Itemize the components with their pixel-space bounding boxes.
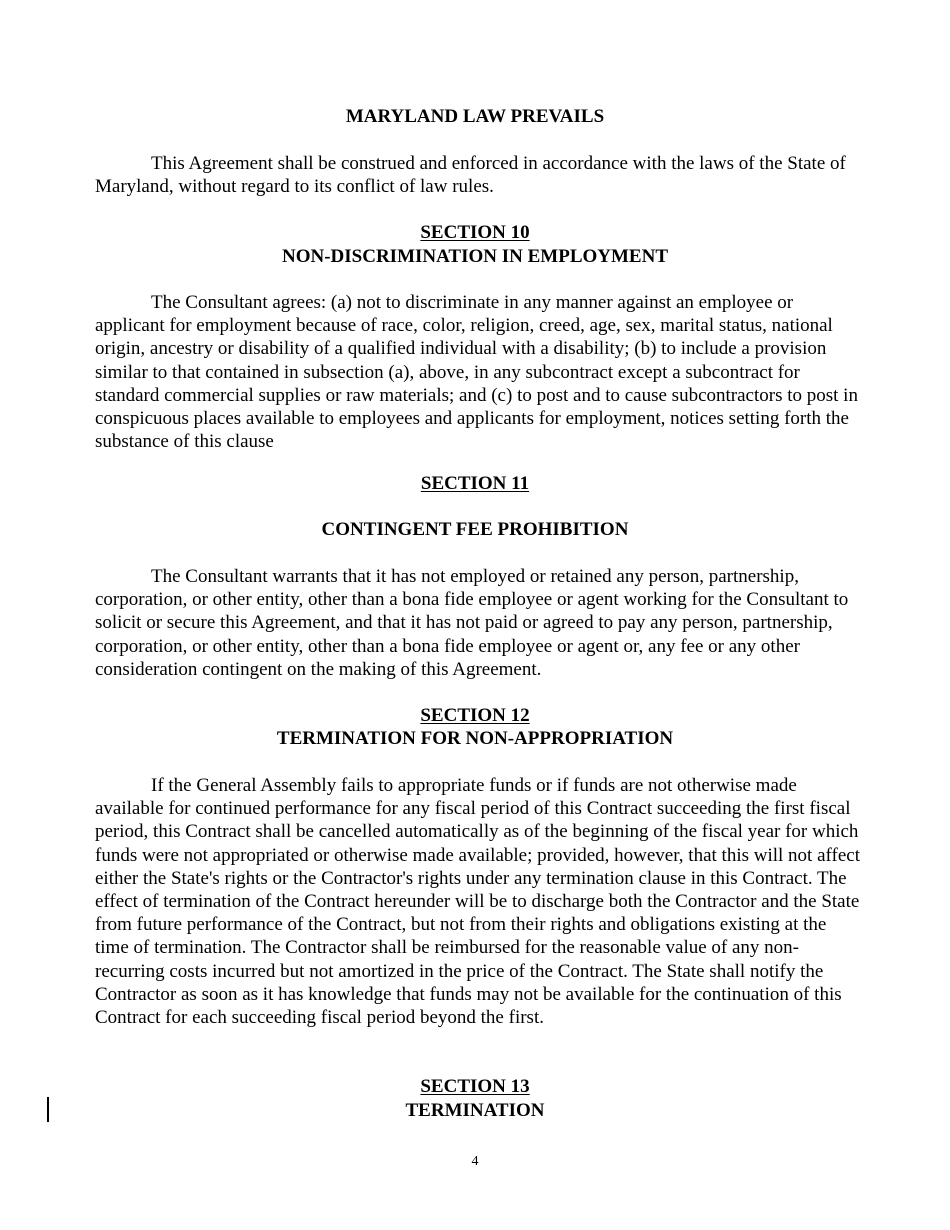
page-number: 4 xyxy=(471,1154,479,1169)
section-12-number: SECTION 12 xyxy=(420,705,530,726)
section-13-title: TERMINATION xyxy=(405,1100,545,1121)
section-12-title: TERMINATION FOR NON-APPROPRIATION xyxy=(276,728,674,749)
maryland-law-heading: MARYLAND LAW PREVAILS xyxy=(345,106,605,127)
section-11-paragraph: The Consultant warrants that it has not employed or retained any person, partnership, corporation, or other entity, other than a bona fide employee or agent working for the Consultant to solicit or secure this Agreement, and that it has not paid or agreed to pay any person, partnership, corporation, or other entity, other than a bona fide employee or agent or, any fee or any other consideration contingent on the making of this Agreement. xyxy=(95,566,849,680)
section-10-number: SECTION 10 xyxy=(420,222,530,243)
section-10-paragraph: The Consultant agrees: (a) not to discriminate in any manner against an employee or applicant for employment because of race, color, religion, creed, age, sex, marital status, national origin, ancestry or disability of a qualified individual with a disability; (b) to include a provision similar to that contained in subsection (a), above, in any subcontract except a subcontract for standard commercial supplies or raw materials; and (c) to post and to cause subcontractors to post in conspicuous places available to employees and applicants for employment, notices setting forth the substance of this clause xyxy=(95,292,858,453)
section-11-title: CONTINGENT FEE PROHIBITION xyxy=(321,519,629,540)
section-13-number: SECTION 13 xyxy=(420,1076,530,1097)
section-11-number: SECTION 11 xyxy=(420,473,530,494)
section-10-title: NON-DISCRIMINATION IN EMPLOYMENT xyxy=(282,246,668,267)
maryland-law-paragraph: This Agreement shall be construed and enforced in accordance with the laws of the State of Maryland, without regard to its conflict of law rules. xyxy=(95,153,846,198)
section-12-paragraph: If the General Assembly fails to appropriate funds or if funds are not otherwise made available for continued performance for any fiscal period of this Contract succeeding the first fiscal period, this Contract shall be cancelled automatically as of the beginning of the fiscal year for which funds were not appropriated or otherwise made available; provided, however, that this will not affect either the State's rights or the Contractor's rights under any termination clause in this Contract. The effect of termination of the Contract hereunder will be to discharge both the Contractor and the State from future performance of the Contract, but not from their rights and obligations existing at the time of termination. The Contractor shall be reimbursed for the reasonable value of any non-recurring costs incurred but not amortized in the price of the Contract. The State shall notify the Contractor as soon as it has knowledge that funds may not be available for the continuation of this Contract for each succeeding fiscal period beyond the first. xyxy=(95,775,860,1029)
